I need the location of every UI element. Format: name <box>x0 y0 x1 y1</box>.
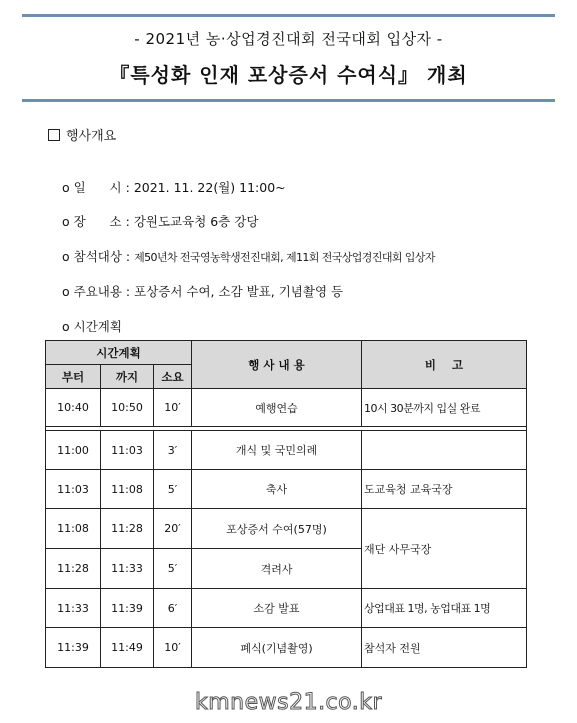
cell-to: 11:03 <box>101 431 154 470</box>
cell-to: 10:50 <box>101 389 154 427</box>
cell-from: 11:28 <box>46 549 101 589</box>
cell-duration: 5′ <box>154 470 192 509</box>
item-label: 주요내용 <box>73 284 122 299</box>
cell-to: 11:49 <box>101 628 154 668</box>
cell-duration: 3′ <box>154 431 192 470</box>
cell-content: 소감 발표 <box>192 589 362 628</box>
overview-item-contents: o 주요내용 : 포상증서 수여, 소감 발표, 기념촬영 등 <box>62 284 344 299</box>
table-row <box>46 509 527 549</box>
item-value: 포상증서 수여, 소감 발표, 기념촬영 등 <box>134 284 344 299</box>
table-row <box>46 589 527 628</box>
cell-duration: 20′ <box>154 509 192 549</box>
item-value: 2021. 11. 22(월) 11:00~ <box>133 180 286 195</box>
cell-duration: 5′ <box>154 549 192 589</box>
cell-content: 개식 및 국민의례 <box>192 431 362 470</box>
cell-from: 11:08 <box>46 509 101 549</box>
cell-content: 포상증서 수여(57명) <box>192 509 362 549</box>
table-row <box>46 628 527 668</box>
overview-item-date: o 일 시 : 2021. 11. 22(월) 11:00~ <box>62 180 286 195</box>
cell-content: 격려사 <box>192 549 362 589</box>
cell-from: 10:40 <box>46 389 101 427</box>
header-time-plan: 시간계획 <box>46 341 192 365</box>
cell-duration: 10′ <box>154 628 192 668</box>
header-content: 행 사 내 용 <box>192 341 362 389</box>
overview-item-timeplan <box>62 317 122 335</box>
cell-content: 축사 <box>192 470 362 509</box>
cell-note: 도교육청 교육국장 <box>362 470 527 509</box>
section-heading <box>48 125 116 144</box>
checkbox-square-icon <box>48 129 60 141</box>
cell-note: 재단 사무국장 <box>362 509 527 589</box>
cell-from: 11:33 <box>46 589 101 628</box>
bullet: o <box>62 180 70 195</box>
cell-to: 11:28 <box>101 509 154 549</box>
header-duration: 소요 <box>154 365 192 389</box>
item-label: 참석대상 <box>73 249 122 264</box>
item-label: 일 시 <box>73 180 122 195</box>
item-label: 장 소 <box>73 214 122 229</box>
header-note: 비 고 <box>362 341 527 389</box>
schedule-table <box>45 340 527 668</box>
section-label: 행사개요 <box>66 129 117 144</box>
overview-item-attendees: o 참석대상 : 제50년차 전국영농학생전진대회, 제11회 전국상업경진대회 입상자 <box>62 249 435 264</box>
cell-duration: 10′ <box>154 389 192 427</box>
cell-from: 11:39 <box>46 628 101 668</box>
item-label: 시간계획 <box>73 319 122 334</box>
cell-note: 상업대표 1명, 농업대표 1명 <box>362 589 527 628</box>
cell-note <box>362 431 527 470</box>
cell-content: 예행연습 <box>192 389 362 427</box>
title-box <box>22 14 555 102</box>
cell-content: 폐식(기념촬영) <box>192 628 362 668</box>
header-to: 까지 <box>101 365 154 389</box>
watermark: kmnews21.co.kr <box>194 690 383 715</box>
bullet: o <box>62 284 70 299</box>
table-row <box>46 389 527 427</box>
cell-to: 11:08 <box>101 470 154 509</box>
cell-from: 11:03 <box>46 470 101 509</box>
bullet: o <box>62 214 70 229</box>
bullet: o <box>62 319 70 334</box>
table-row <box>46 470 527 509</box>
header-from: 부터 <box>46 365 101 389</box>
cell-note: 참석자 전원 <box>362 628 527 668</box>
table-row <box>46 431 527 470</box>
cell-to: 11:39 <box>101 589 154 628</box>
page-title: 『특성화 인재 포상증서 수여식』 개최 <box>109 63 468 87</box>
cell-to: 11:33 <box>101 549 154 589</box>
overview-item-place: o 장 소 : 강원도교육청 6층 강당 <box>62 214 259 229</box>
item-value: 강원도교육청 6층 강당 <box>133 214 259 229</box>
cell-duration: 6′ <box>154 589 192 628</box>
cell-note: 10시 30분까지 입실 완료 <box>362 389 527 427</box>
item-value: 제50년차 전국영농학생전진대회, 제11회 전국상업경진대회 입상자 <box>134 251 435 264</box>
cell-from: 11:00 <box>46 431 101 470</box>
subtitle: - 2021년 농·상업경진대회 전국대회 입상자 - <box>134 30 443 48</box>
bullet: o <box>62 249 70 264</box>
